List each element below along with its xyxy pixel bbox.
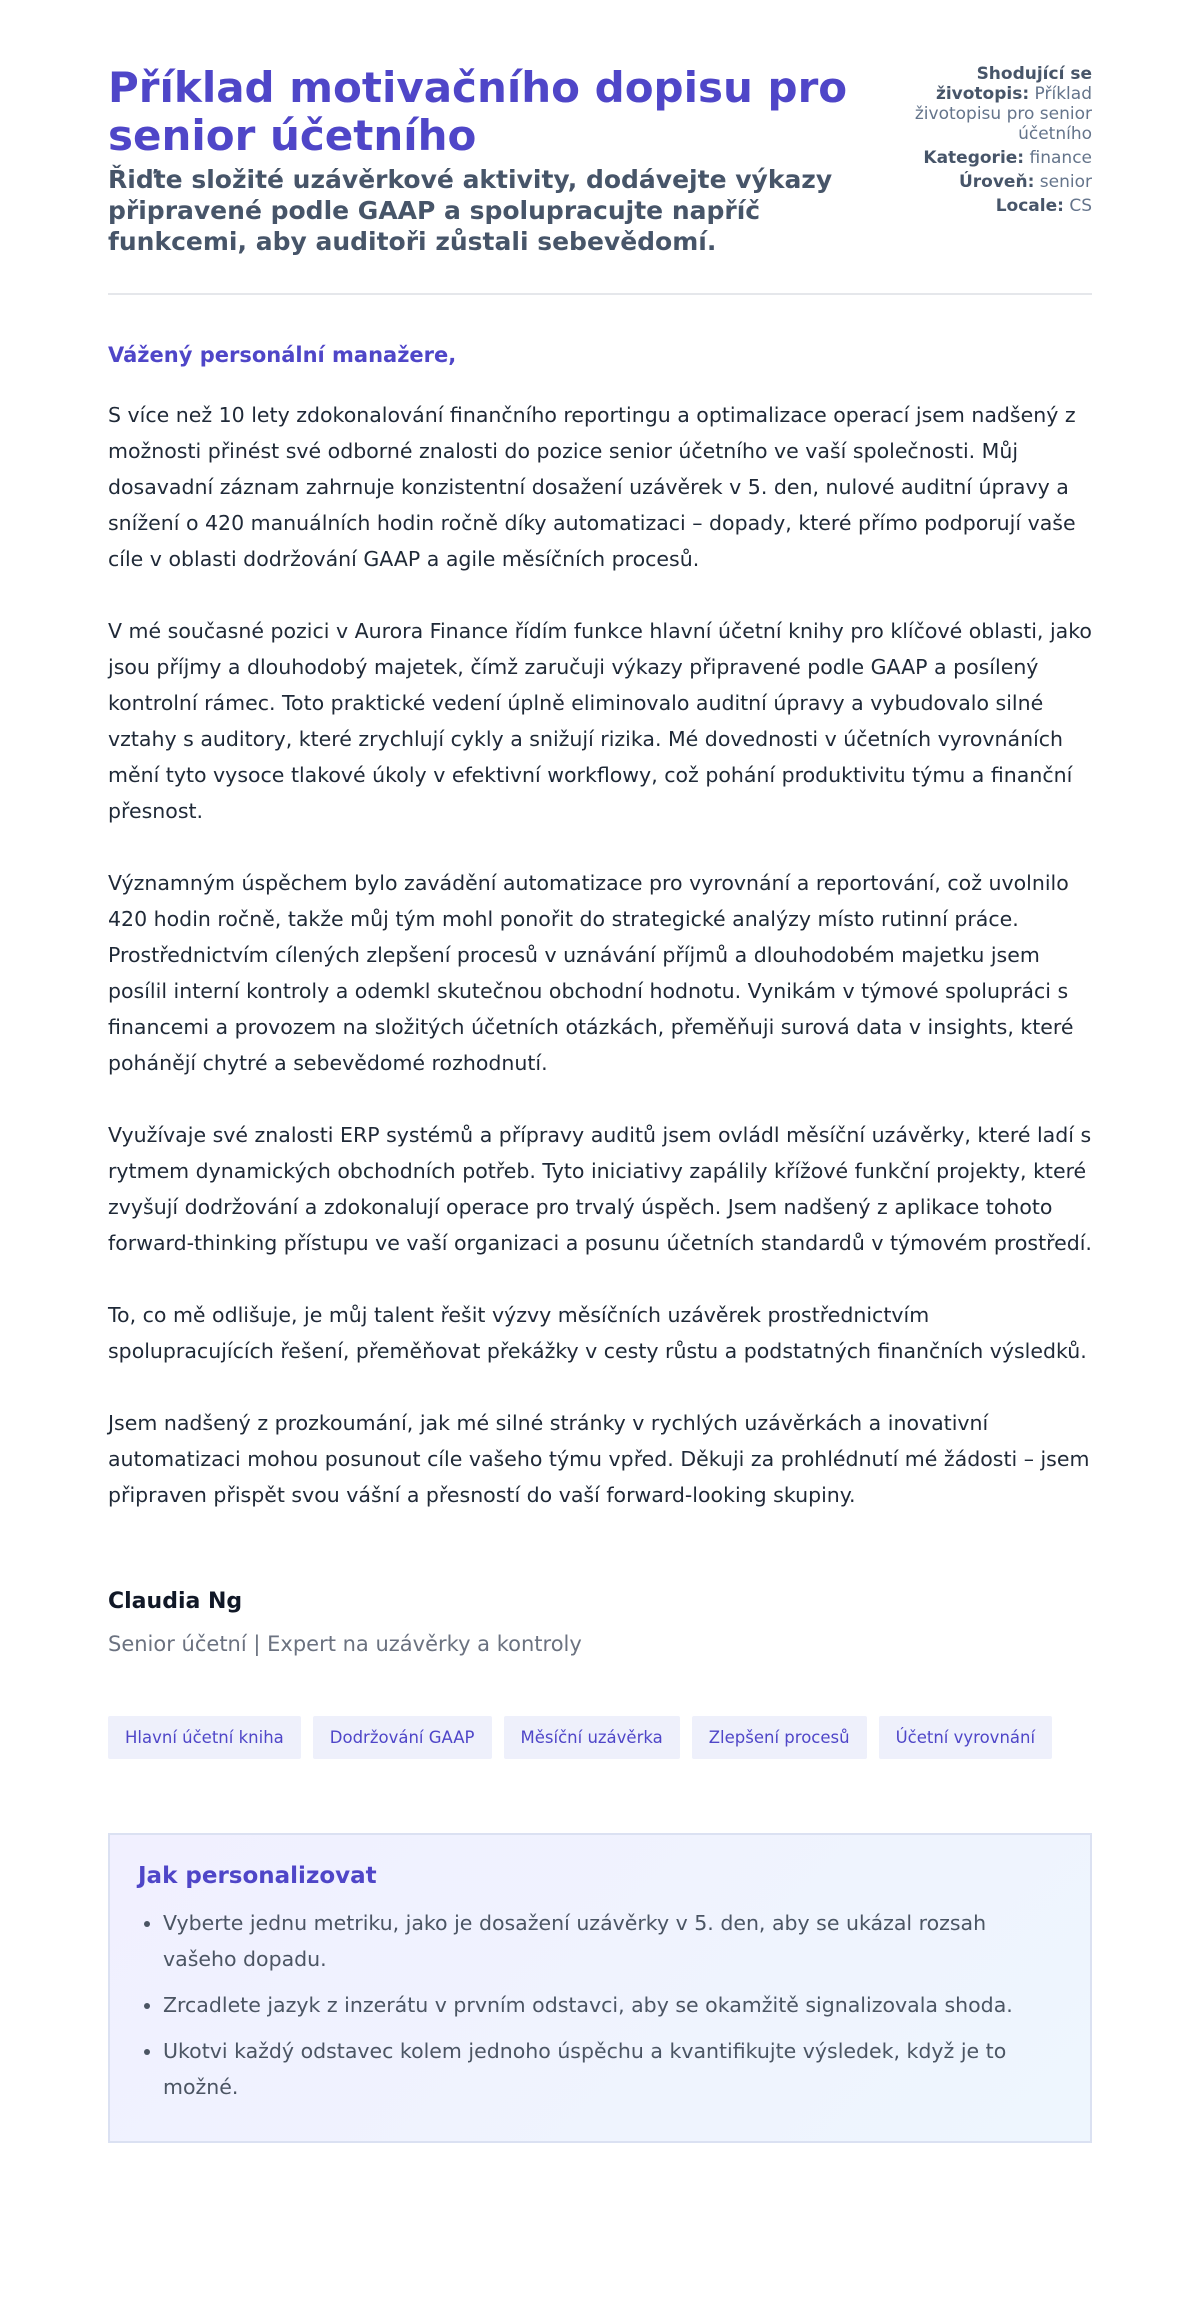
header-text [108, 64, 868, 257]
skill-tags [108, 1716, 1092, 1759]
personalize-tips-box [108, 1833, 1092, 2143]
meta-panel [892, 64, 1092, 220]
letter-paragraph: S více než 10 lety zdokonalování finančního reportingu a optimalizace operací jsem nadšený z možnosti přinést své odborné znalosti do pozice senior účetního ve vaší společnosti. Můj dosavadní záznam zahrnuje konzistentní dosažení uzávěrek v 5. den, nulové auditní úpravy a snížení o 420 manuálních hodin ročně díky automatizaci – dopady, které přímo podporují vaše cíle v oblasti dodržování GAAP a agile měsíčních procesů. [108, 403, 1076, 571]
meta-level [892, 172, 1092, 192]
page-subtitle: Řiďte složité uzávěrkové aktivity, dodávejte výkazy připravené podle GAAP a spolupracujte napříč funkcemi, aby auditoři zůstali sebevědomí. [108, 165, 833, 256]
page-title: Příklad motivačního dopisu pro senior účetního [108, 63, 848, 160]
cover-letter-page [108, 0, 1092, 2143]
meta-category-value: finance [1029, 148, 1092, 168]
skill-tag: Hlavní účetní kniha [108, 1716, 301, 1759]
meta-resume-label: Shodující se životopis: [935, 64, 1092, 104]
meta-locale [892, 196, 1092, 216]
meta-locale-value: CS [1069, 196, 1092, 216]
tips-item: • Zrcadlete jazyk z inzerátu v prvním odstavci, aby se okamžitě signalizovala shoda. [163, 1987, 1062, 2023]
letter-paragraph: Významným úspěchem bylo zavádění automatizace pro vyrovnání a reportování, což uvolnilo 420 hodin ročně, takže můj tým mohl ponořit do strategické analýzy místo rutinní práce. Prostřednictvím cílených zlepšení procesů v uznávání příjmů a dlouhodobém majetku jsem posílil interní kontroly a odemkl skutečnou obchodní hodnotu. Vynikám v týmové spolupráci s financemi a provozem na složitých účetních otázkách, přeměňuji surová data v insights, které pohánějí chytré a sebevědomé rozhodnutí. [108, 871, 1074, 1075]
meta-resume-value[interactable]: Příklad životopisu pro senior účetního [914, 84, 1092, 144]
letter-paragraph: To, co mě odlišuje, je můj talent řešit výzvy měsíčních uzávěrek prostřednictvím spolupracujících řešení, přeměňovat překážky v cesty růstu a podstatných finančních výsledků. [108, 1303, 1087, 1363]
skill-tag: Zlepšení procesů [692, 1716, 867, 1759]
letter-paragraph: V mé současné pozici v Aurora Finance řídím funkce hlavní účetní knihy pro klíčové oblasti, jako jsou příjmy a dlouhodobý majetek, čímž zaručuji výkazy připravené podle GAAP a posílený kontrolní rámec. Toto praktické vedení úplně eliminovalo auditní úpravy a vybudovalo silné vztahy s auditory, které zrychlují cykly a snižují rizika. Mé dovednosti v účetních vyrovnáních mění tyto vysoce tlakové úkoly v efektivní workflowy, což pohání produktivitu týmu a finanční přesnost. [108, 619, 1092, 823]
letter-paragraph: Jsem nadšený z prozkoumání, jak mé silné stránky v rychlých uzávěrkách a inovativní automatizaci mohou posunout cíle vašeho týmu vpřed. Děkuji za prohlédnutí mé žádosti – jsem připraven přispět svou vášní a přesností do vaší forward-looking skupiny. [108, 1411, 1090, 1507]
signature-role: Senior účetní | Expert na uzávěrky a kontroly [108, 1632, 582, 1656]
meta-level-value: senior [1039, 172, 1092, 192]
letter-body [108, 295, 1092, 1656]
tips-item: • Vyberte jednu metriku, jako je dosažení uzávěrky v 5. den, aby se ukázal rozsah vašeho dopadu. [163, 1905, 1062, 1977]
signature-name: Claudia Ng [108, 1589, 243, 1614]
page-header [108, 64, 1092, 295]
tips-list [138, 1905, 1062, 2105]
skill-tag: Účetní vyrovnání [879, 1716, 1052, 1759]
tips-item: • Ukotvi každý odstavec kolem jednoho úspěchu a kvantifikujte výsledek, když je to možné. [163, 2033, 1062, 2105]
meta-category [892, 148, 1092, 168]
skill-tag: Dodržování GAAP [313, 1716, 492, 1759]
meta-locale-label: Locale: [995, 196, 1064, 216]
salutation: Vážený personální manažere, [108, 343, 457, 367]
tips-title: Jak personalizovat [138, 1863, 377, 1889]
meta-resume [892, 64, 1092, 144]
meta-category-label: Kategorie: [923, 148, 1025, 168]
signature-block [108, 1589, 1092, 1656]
letter-paragraph: Využívaje své znalosti ERP systémů a přípravy auditů jsem ovládl měsíční uzávěrky, které ladí s rytmem dynamických obchodních potřeb. Tyto iniciativy zapálily křížové funkční projekty, které zvyšují dodržování a zdokonalují operace pro trvalý úspěch. Jsem nadšený z aplikace tohoto forward-thinking přístupu ve vaší organizaci a posunu účetních standardů v týmovém prostředí. [108, 1123, 1092, 1255]
skill-tag: Měsíční uzávěrka [504, 1716, 680, 1759]
meta-level-label: Úroveň: [958, 172, 1035, 192]
